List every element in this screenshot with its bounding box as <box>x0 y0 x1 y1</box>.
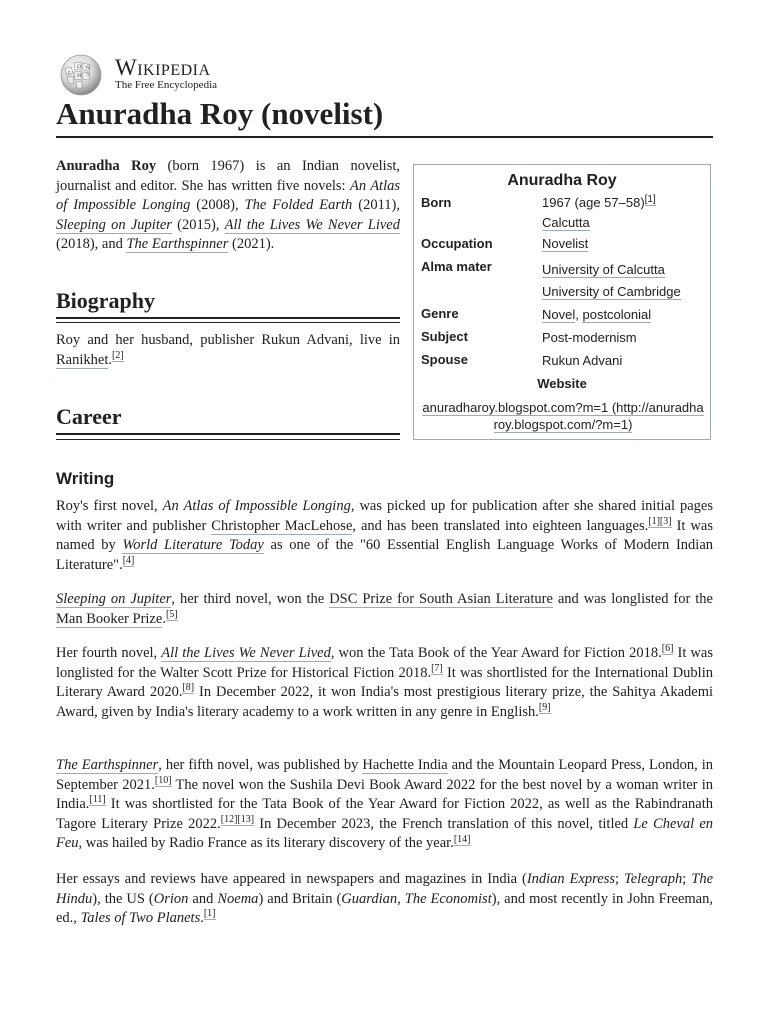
link-earthspinner-2[interactable]: The Earthspinner <box>56 757 159 773</box>
link-sleeping-on-jupiter-2[interactable]: Sleeping on Jupiter <box>56 591 172 607</box>
link-world-literature-today[interactable]: World Literature Today <box>122 537 264 554</box>
infobox-value-alma-mater <box>542 259 681 303</box>
link-sleeping-on-jupiter[interactable]: Sleeping on Jupiter <box>56 216 172 233</box>
link-earthspinner[interactable]: The Earthspinner <box>126 236 229 253</box>
ref-7[interactable]: [7] <box>431 662 443 674</box>
ref-1-infobox[interactable]: [1] <box>644 193 656 205</box>
ref-11[interactable]: [11] <box>89 794 106 806</box>
ref-12[interactable]: [12] <box>220 813 238 825</box>
infobox-value-occupation <box>542 234 588 254</box>
ref-4[interactable]: [4] <box>122 554 135 566</box>
svg-text:W: W <box>85 65 91 71</box>
svg-text:Ω: Ω <box>77 64 82 70</box>
ref-8[interactable]: [8] <box>182 682 195 694</box>
book-atlas: An Atlas of Impossible Longing <box>56 177 400 214</box>
writing-paragraph-4: The Earthspinner, her fifth novel, was published by Hachette India and the Mountain Leopard Press, London, in September 2021.[10] The novel won the Sushila Devi Book Award 2022 for the best novel by a woman writer in India.[11] It was shortlisted for the Tata Book of the Year Award for Fiction 2022, as well as the Rabindranath Tagore Literary Prize 2022.[12][13] In December 2023, the French translation of this novel, titled Le Cheval en Feu, was hailed by Radio France as its literary discovery of the year.[14] <box>56 757 714 852</box>
infobox-value-spouse: Rukun Advani <box>542 353 623 368</box>
infobox-label-occupation: Occupation <box>421 236 493 251</box>
ref-3[interactable]: [3] <box>659 515 672 527</box>
ref-14[interactable]: [14] <box>453 833 471 845</box>
infobox <box>413 164 711 440</box>
svg-text:ウ: ウ <box>85 73 91 79</box>
link-hachette-india[interactable]: Hachette India <box>362 757 448 773</box>
lead-paragraph: Anuradha Roy (born 1967) is an Indian novelist, journalist and editor. She has written five novels: An Atlas of Impossible Longing (2008), The Folded Earth (2011), Sleeping on Jupiter (2015), All the Lives We Never Lived (2018), and The Earthspinner (2021). <box>56 158 400 253</box>
ref-13[interactable]: [13] <box>237 813 255 825</box>
link-postcolonial[interactable]: postcolonial <box>582 307 652 322</box>
infobox-label-spouse: Spouse <box>421 352 468 367</box>
infobox-value-subject: Post-modernism <box>542 330 637 345</box>
career-rule-2 <box>56 439 400 440</box>
wikipedia-globe-icon[interactable] <box>56 53 106 97</box>
ref-5[interactable]: [5] <box>165 608 178 620</box>
writing-paragraph-5: Her essays and reviews have appeared in newspapers and magazines in India (Indian Express; Telegraph; The Hindu), the US (Orion and Noema) and Britain (Guardian, The Economist), and most recently in John Freeman, ed., Tales of Two Planets.[1] <box>56 871 714 927</box>
infobox-title: Anuradha Roy <box>507 172 617 189</box>
book-folded-earth: The Folded Earth <box>244 197 353 214</box>
ref-10[interactable]: [10] <box>154 774 172 786</box>
infobox-value-born: 1967 (age 57–58)[1] Calcutta <box>542 193 656 230</box>
infobox-value-genre: Novel, postcolonial <box>542 307 652 322</box>
link-all-the-lives-2[interactable]: All the Lives We Never Lived <box>161 645 331 661</box>
infobox-label-born: Born <box>421 195 452 210</box>
link-christopher-maclehose[interactable]: Christopher MacLehose <box>211 517 353 534</box>
link-ranikhet[interactable]: Ranikhet <box>56 351 109 368</box>
title-divider <box>56 136 713 138</box>
ref-6[interactable]: [6] <box>661 643 674 655</box>
infobox-label-website: Website <box>537 376 587 391</box>
infobox-label-genre: Genre <box>421 306 459 321</box>
link-website[interactable]: anuradharoy.blogspot.com?m=1 (http://anuradharoy.blogspot.com/?m=1) <box>422 400 704 432</box>
svg-text:И: И <box>77 73 82 79</box>
link-university-of-calcutta[interactable]: University of Calcutta <box>542 262 665 277</box>
link-novelist[interactable]: Novelist <box>542 236 589 251</box>
infobox-label-subject: Subject <box>421 329 468 344</box>
link-man-booker-prize[interactable]: Man Booker Prize <box>56 610 163 627</box>
writing-paragraph-1: Roy's first novel, An Atlas of Impossible Longing, was picked up for publication after she shared initial pages with writer and publisher Christopher MacLehose, and has been translated into eighteen languages.[1][3] It was named by World Literature Today as one of the "60 Essential English Language Works of Modern Indian Literature".[4] <box>56 498 714 573</box>
infobox-value-website <box>422 399 704 433</box>
link-dsc-prize[interactable]: DSC Prize for South Asian Literature <box>329 591 553 607</box>
page-title: Anuradha Roy (novelist) <box>56 96 384 131</box>
biography-rule <box>56 317 400 319</box>
link-university-of-cambridge[interactable]: University of Cambridge <box>542 284 681 299</box>
ref-1[interactable]: [1] <box>648 515 660 527</box>
writing-paragraph-2: Sleeping on Jupiter, her third novel, won the DSC Prize for South Asian Literature and was longlisted for the Man Booker Prize.[5] <box>56 591 713 627</box>
career-rule <box>56 433 400 435</box>
subject-name: Anuradha Roy <box>56 158 157 174</box>
biography-paragraph: Roy and her husband, publisher Rukun Advani, live in Ranikhet.[2] <box>56 332 400 368</box>
link-calcutta[interactable]: Calcutta <box>542 214 590 230</box>
svg-text:ع: ع <box>68 69 71 75</box>
link-all-the-lives[interactable]: All the Lives We Never Lived <box>224 216 400 233</box>
link-novel[interactable]: Novel <box>542 307 576 322</box>
ref-2[interactable]: [2] <box>111 349 124 361</box>
section-heading-writing: Writing <box>56 469 115 488</box>
biography-rule-2 <box>56 322 400 323</box>
ref-1-essays[interactable]: [1] <box>203 908 216 920</box>
wikipedia-wordmark[interactable]: Wikipedia <box>115 55 211 80</box>
ref-9[interactable]: [9] <box>538 701 551 713</box>
section-heading-biography: Biography <box>56 288 156 313</box>
infobox-label-alma-mater: Alma mater <box>421 259 492 274</box>
wikipedia-tagline: The Free Encyclopedia <box>115 79 218 91</box>
section-heading-career: Career <box>56 404 122 429</box>
writing-paragraph-3: Her fourth novel, All the Lives We Never Lived, won the Tata Book of the Year Award for Fiction 2018.[6] It was longlisted for the Walter Scott Prize for Historical Fiction 2018.[7] It was shortlisted for the International Dublin Literary Award 2020.[8] In December 2022, it won India's most prestigious literary prize, the Sahitya Akademi Award, given by India's literary academy to a work written in any genre in English.[9] <box>56 643 713 720</box>
